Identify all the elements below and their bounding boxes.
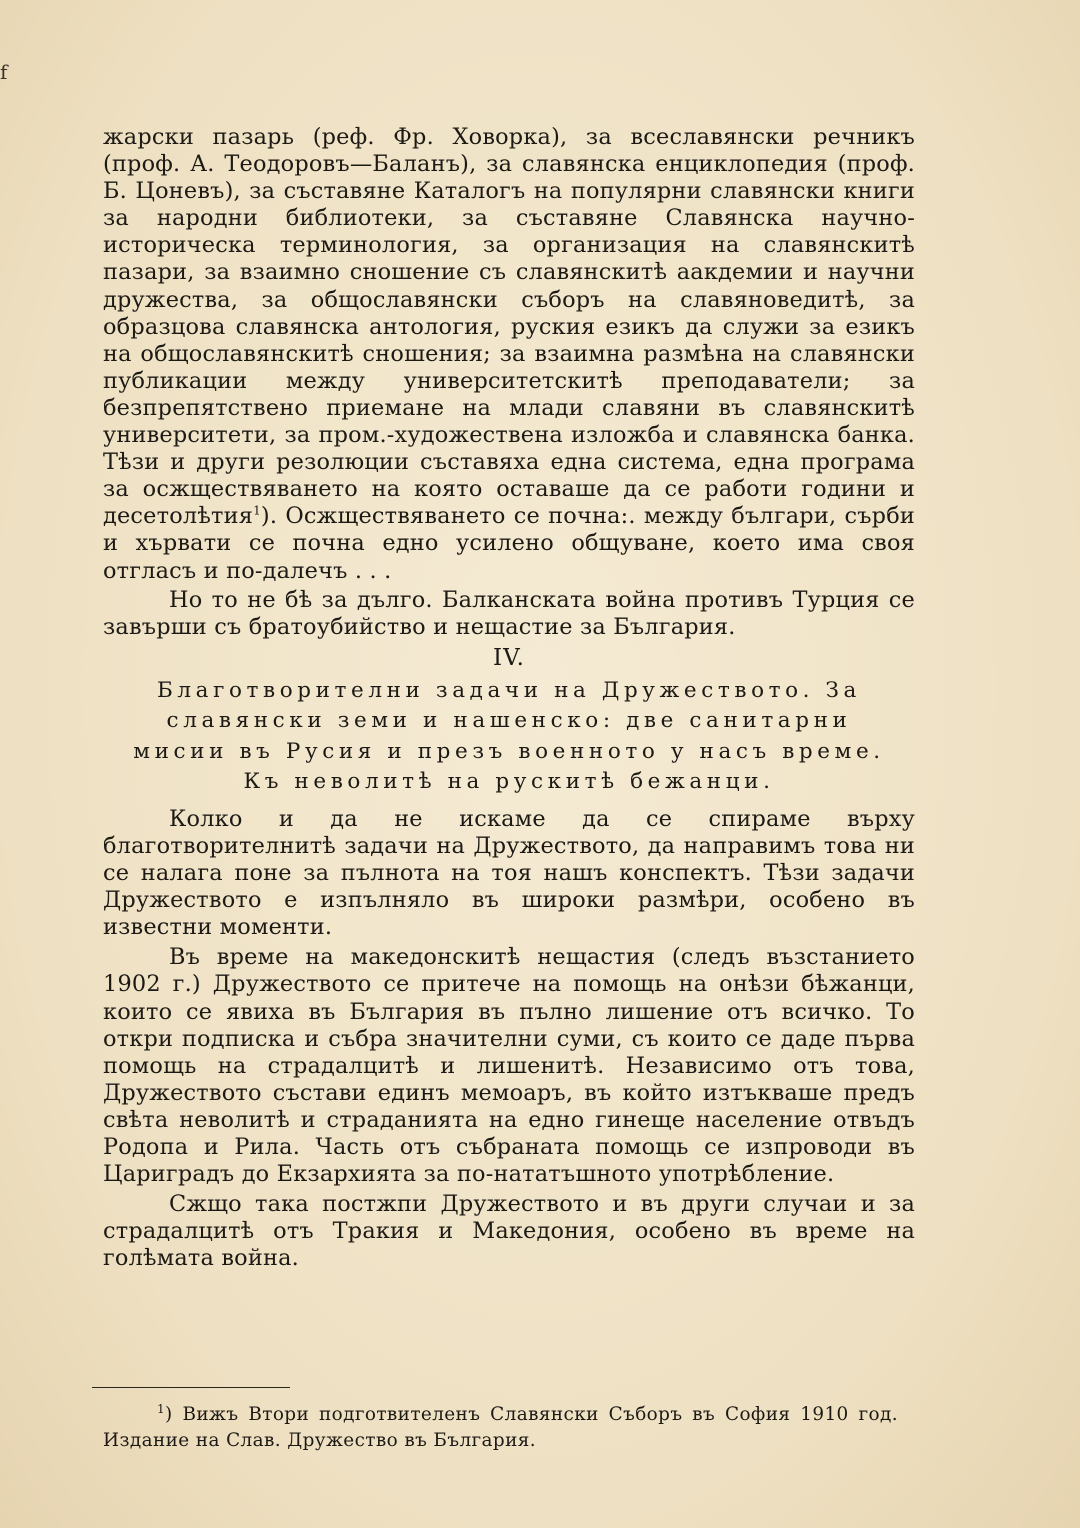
margin-mark: f — [0, 60, 8, 84]
paragraph: Но то не бѣ за дълго. Балканската война противъ Турция се завърши съ братоубийство и нещастие за България. — [103, 586, 915, 640]
heading-line: славянски земи и нашенско: две санитарни — [166, 708, 852, 734]
paragraph-text: жарски пазарь (реф. Фр. Ховорка), за всеславянски речникъ (проф. А. Теодоровъ—Баланъ), за славянска енциклопедия (проф. Б. Цоневъ), за съставяне Каталогъ на популярни славянски книги за народни библиотеки, за съставяне Славянска научно-историческа терминология, за организация на славянскитѣ пазари, за взаимно сношение съ славянскитѣ аакдемии и научни дружества, за общославянски съборъ на славяноведитѣ, за образцова славянска антология, руския езикъ да служи за езикъ на общославянскитѣ сношения; за взаимна размѣна на славянски публикации между университетскитѣ преподаватели; за безпрепятствено приемане на млади славяни въ славянскитѣ университети, за пром.-художествена изложба и славянска банка. Тѣзи и други резолюции съставяха една система, една програма за осжществяването на която оставаше да се работи години и десетолѣтия — [103, 124, 915, 530]
footnote-text: ) Вижъ Втори подготвителенъ Славянски Съборъ въ София 1910 год. Издание на Слав. Дружество въ България. — [103, 1404, 898, 1451]
section-body — [103, 806, 915, 1273]
paragraph-tail: ). Осжществяването се почна:. между българи, сърби и хървати се почна едно усилено общуване, което има своя отгласъ и по-далечъ . . . — [103, 503, 915, 584]
paragraph: Сжщо така постжпи Дружеството и въ други случаи и за страдалцитѣ отъ Тракия и Македония, особено въ време на голѣмата война. — [103, 1191, 915, 1272]
paragraph: Въ време на македонскитѣ нещастия (следъ възстанието 1902 г.) Дружеството се притече на помощь на онѣзи бѣжанци, които се явиха въ България въ пълно лишение отъ всичко. То откри подписка и събра значителни суми, съ които се даде първа помощь на страдалцитѣ и лишенитѣ. Независимо отъ това, Дружеството състави единъ мемоаръ, въ който изтъкваше предъ свѣта неволитѣ и страданията на едно гинеще население отвъдъ Родопа и Рила. Часть отъ събраната помощь се изпроводи въ Цариградъ до Екзархията за по-нататъшното употрѣбление. — [103, 944, 915, 1188]
footnote — [103, 1402, 898, 1454]
heading-line: Благотворителни задачи на Дружеството. За — [157, 677, 861, 703]
heading-line: мисии въ Русия и презъ военното у насъ време. — [133, 738, 885, 764]
footnote-divider — [92, 1387, 290, 1388]
section-heading — [103, 676, 915, 798]
main-text — [103, 124, 915, 1275]
footnote-marker: 1 — [157, 1401, 166, 1416]
paragraph-continued — [103, 124, 915, 585]
section-number: IV. — [493, 644, 525, 671]
paragraph: Колко и да не искаме да се спираме върху благотворителнитѣ задачи на Дружеството, да направимъ това ни се налага поне за пълнота на тоя нашъ конспектъ. Тѣзи задачи Дружеството е изпълняло въ широки размѣри, особено въ известни моменти. — [103, 805, 915, 941]
footnote-reference: 1 — [253, 503, 261, 518]
heading-line: Къ неволитѣ на рускитѣ бежанци. — [243, 769, 775, 795]
